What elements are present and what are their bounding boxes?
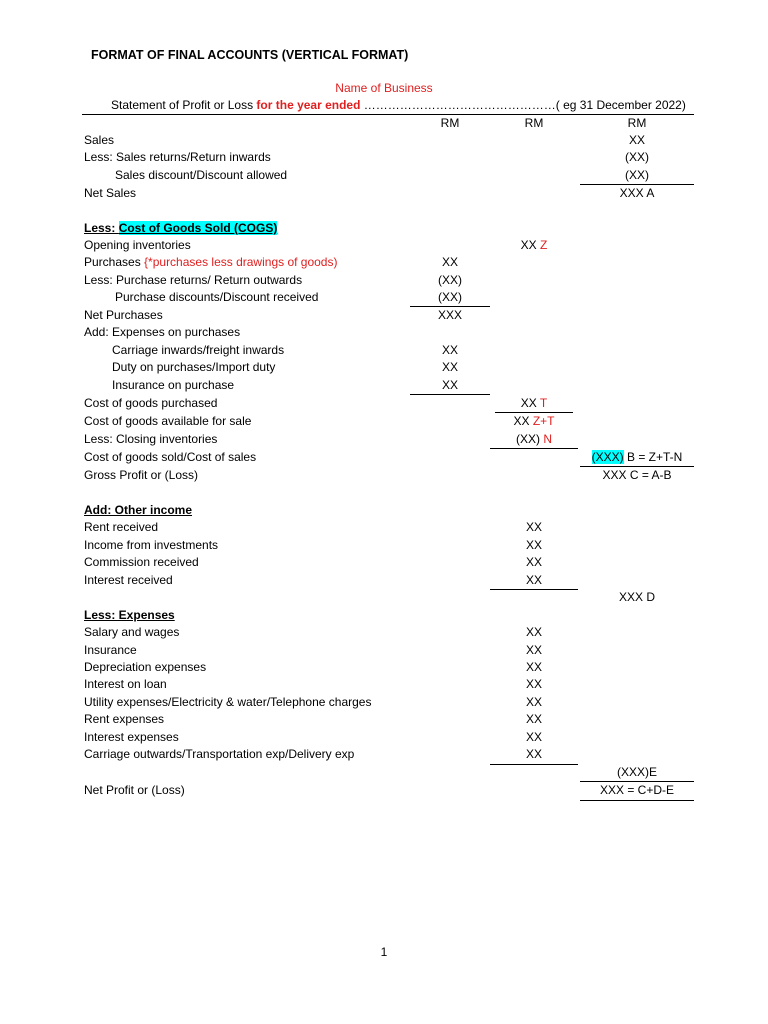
amount: XX <box>441 360 458 374</box>
section-heading <box>84 221 277 235</box>
amount-tag: Z+T <box>529 414 555 428</box>
net-purchases-row <box>0 308 768 326</box>
total-rule <box>495 412 573 413</box>
amount: XX <box>525 695 542 709</box>
available-row <box>0 414 768 432</box>
row-label: Salary and wages <box>84 625 180 639</box>
income-row <box>0 520 768 538</box>
amount: XXX <box>437 308 462 322</box>
amount-value: XX <box>520 238 537 252</box>
income-row <box>0 555 768 573</box>
purchase-returns-row <box>0 273 768 291</box>
amount: XXX D <box>618 590 655 604</box>
row-label: Cost of goods sold/Cost of sales <box>84 450 257 464</box>
other-income-heading-row <box>0 503 768 521</box>
row-label: Net Sales <box>84 186 137 200</box>
cogs-heading-row <box>0 221 768 239</box>
business-name: Name of Business <box>335 81 433 95</box>
amount: (XX) <box>625 150 649 164</box>
income-row <box>0 538 768 556</box>
purchases-row <box>0 255 768 273</box>
amount: XX <box>525 538 542 552</box>
amount: XX <box>525 520 542 534</box>
row-label: Interest expenses <box>84 730 179 744</box>
sales-returns-row <box>0 150 768 168</box>
amount <box>490 396 578 410</box>
amount-value: XX <box>520 396 537 410</box>
amount: (XX) <box>625 168 649 182</box>
amount: XXX A <box>619 186 655 200</box>
expense-row <box>0 660 768 678</box>
row-label: Utility expenses/Electricity & water/Telephone charges <box>84 695 372 709</box>
amount: (XX) <box>438 273 462 287</box>
row-label <box>84 255 337 269</box>
amount: XX <box>525 573 542 587</box>
row-label: Net Purchases <box>84 308 163 322</box>
total-rule <box>580 800 694 801</box>
total-rule <box>580 184 694 185</box>
amount: XX <box>628 133 645 147</box>
amount: XX <box>525 555 542 569</box>
row-label: Rent received <box>84 520 159 534</box>
row-label: Duty on purchases/Import duty <box>112 360 276 374</box>
column-header: RM <box>524 116 544 130</box>
expense-row <box>0 695 768 713</box>
row-label: Less: Sales returns/Return inwards <box>84 150 271 164</box>
row-label: Net Profit or (Loss) <box>84 783 185 797</box>
opening-inventories-row <box>0 238 768 256</box>
closing-inventories-row <box>0 432 768 450</box>
row-label: Rent expenses <box>84 712 165 726</box>
amount: (XXX)E <box>616 765 657 779</box>
gross-profit-row <box>0 468 768 486</box>
amount: XX <box>525 625 542 639</box>
add-expenses-row <box>0 325 768 343</box>
cogs-formula: B = Z+T-N <box>623 450 683 464</box>
row-label: Less: Closing inventories <box>84 432 218 446</box>
column-header-row <box>0 116 768 134</box>
insurance-purchase-row <box>0 378 768 396</box>
heading-rule <box>82 114 694 115</box>
expense-row <box>0 625 768 643</box>
amount-tag: T <box>536 396 548 410</box>
expense-row <box>0 643 768 661</box>
amount: XX <box>525 643 542 657</box>
amount: XX <box>441 255 458 269</box>
amount: XX <box>441 343 458 357</box>
heading-prefix: Less: <box>84 221 119 235</box>
expense-row <box>0 677 768 695</box>
row-label: Insurance <box>84 643 137 657</box>
row-label: Gross Profit or (Loss) <box>84 468 199 482</box>
page-number: 1 <box>380 945 388 959</box>
total-rule <box>410 306 490 307</box>
statement-period: for the year ended <box>256 98 361 112</box>
row-label: Sales discount/Discount allowed <box>115 168 288 182</box>
sales-row <box>0 133 768 151</box>
amount: XX <box>525 712 542 726</box>
amount <box>490 414 578 428</box>
column-header: RM <box>440 116 460 130</box>
row-label-text: Purchases <box>84 255 141 269</box>
row-label: Depreciation expenses <box>84 660 207 674</box>
purchase-discounts-row <box>0 290 768 308</box>
expense-row <box>0 747 768 765</box>
amount-tag: N <box>540 432 552 446</box>
row-label: Sales <box>84 133 115 147</box>
amount: XXX C = A-B <box>602 468 672 482</box>
amount: XXX = C+D-E <box>599 783 675 797</box>
other-income-total-row <box>0 590 768 608</box>
row-label: Carriage inwards/freight inwards <box>112 343 285 357</box>
amount <box>490 432 578 446</box>
row-label: Cost of goods purchased <box>84 396 218 410</box>
total-rule <box>580 781 694 782</box>
row-label: Opening inventories <box>84 238 191 252</box>
amount <box>580 450 694 464</box>
cogs-heading: Cost of Goods Sold (COGS) <box>118 221 278 235</box>
cost-purchased-row <box>0 396 768 414</box>
amount <box>490 238 578 252</box>
row-label: Income from investments <box>84 538 219 552</box>
row-label: Purchase discounts/Discount received <box>115 290 319 304</box>
amount: (XX) <box>438 290 462 304</box>
purchases-note: {*purchases less drawings of goods) <box>140 255 338 269</box>
amount-value: (XX) <box>516 432 540 446</box>
row-label: Add: Expenses on purchases <box>84 325 241 339</box>
row-label: Commission received <box>84 555 199 569</box>
row-label: Less: Purchase returns/ Return outwards <box>84 273 303 287</box>
income-row <box>0 573 768 591</box>
statement-prefix: Statement of Profit or Loss <box>111 98 257 112</box>
total-rule <box>490 448 578 449</box>
section-heading: Less: Expenses <box>84 608 175 622</box>
carriage-inwards-row <box>0 343 768 361</box>
amount-tag: Z <box>536 238 548 252</box>
amount: XX <box>525 730 542 744</box>
row-label: Carriage outwards/Transportation exp/Delivery exp <box>84 747 355 761</box>
total-rule <box>580 466 694 467</box>
statement-heading <box>111 98 686 112</box>
net-sales-row <box>0 186 768 204</box>
row-label: Insurance on purchase <box>112 378 235 392</box>
cogs-amount: (XXX) <box>591 450 624 464</box>
amount-value: XX <box>513 414 530 428</box>
expense-row <box>0 712 768 730</box>
duty-row <box>0 360 768 378</box>
amount: XX <box>525 660 542 674</box>
row-label: Cost of goods available for sale <box>84 414 252 428</box>
amount: XX <box>525 747 542 761</box>
section-heading: Add: Other income <box>84 503 193 517</box>
net-profit-row <box>0 783 768 801</box>
amount: XX <box>441 378 458 392</box>
document-title: FORMAT OF FINAL ACCOUNTS (VERTICAL FORMAT) <box>91 48 409 62</box>
amount: XX <box>525 677 542 691</box>
expenses-heading-row <box>0 608 768 626</box>
expense-row <box>0 730 768 748</box>
row-label: Interest on loan <box>84 677 167 691</box>
total-rule <box>410 394 490 395</box>
statement-suffix: …………………………………………( eg 31 December 2022) <box>360 98 686 112</box>
column-header: RM <box>627 116 647 130</box>
row-label: Interest received <box>84 573 173 587</box>
